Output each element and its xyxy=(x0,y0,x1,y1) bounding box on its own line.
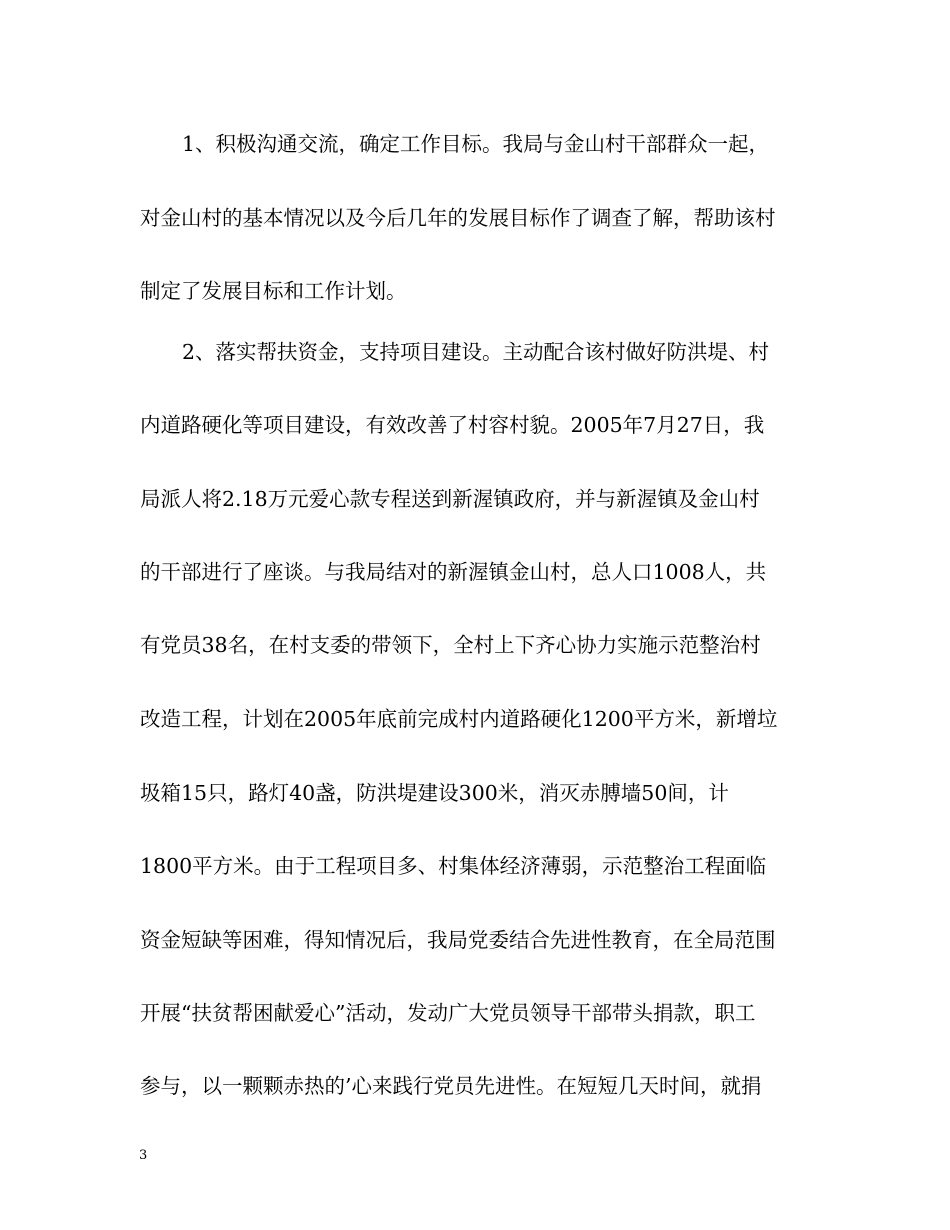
paragraph-1-line-2: 对金山村的基本情况以及今后几年的发展目标作了调查了解，帮助该村 xyxy=(140,206,776,230)
paragraph-2-line-7: 圾箱15只，路灯40盏，防洪堤建设300米，消灭赤膊墙50间，计 xyxy=(140,781,729,805)
paragraph-2-line-5: 有党员38名，在村支委的带领下，全村上下齐心协力实施示范整治村 xyxy=(140,633,761,657)
paragraph-2-line-8: 1800平方米。由于工程项目多、村集体经济薄弱，示范整治工程面临 xyxy=(140,854,767,878)
paragraph-1-line-3: 制定了发展目标和工作计划。 xyxy=(140,279,407,303)
paragraph-2-line-3: 局派人将2.18万元爱心款专程送到新渥镇政府，并与新渥镇及金山村 xyxy=(140,487,760,511)
page-number: 3 xyxy=(139,1148,148,1163)
paragraph-2-line-10: 开展“扶贫帮困献爱心”活动，发动广大党员领导干部带头捐款，职工 xyxy=(140,1001,756,1025)
paragraph-2-line-9: 资金短缺等困难，得知情况后，我局党委结合先进性教育，在全局范围 xyxy=(140,928,776,952)
paragraph-2-line-11: 参与，以一颗颗赤热的’心来践行党员先进性。在短短几天时间，就捐 xyxy=(140,1074,762,1098)
paragraph-2-line-1: 2、落实帮扶资金，支持项目建设。主动配合该村做好防洪堤、村 xyxy=(182,340,770,364)
paragraph-1-line-1: 1、积极沟通交流，确定工作目标。我局与金山村干部群众一起， xyxy=(182,132,770,156)
paragraph-2-line-6: 改造工程，计划在2005年底前完成村内道路硬化1200平方米，新增垃 xyxy=(140,707,778,731)
paragraph-2-line-2: 内道路硬化等项目建设，有效改善了村容村貌。2005年7月27日，我 xyxy=(140,413,765,437)
paragraph-2-line-4: 的干部进行了座谈。与我局结对的新渥镇金山村，总人口1008人，共 xyxy=(140,560,767,584)
